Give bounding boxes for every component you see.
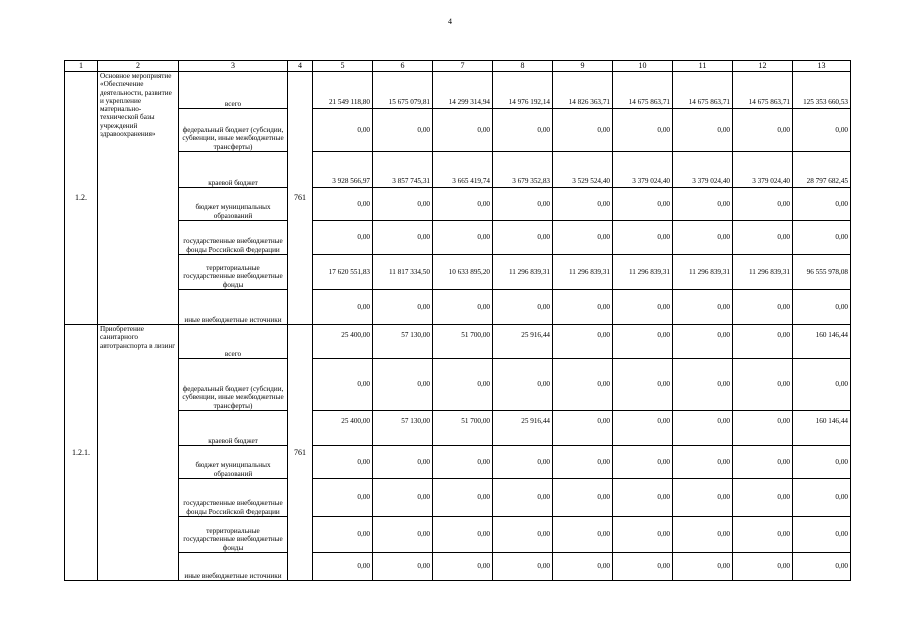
amount-cell: 0,00 [553, 109, 613, 152]
funding-source: территориальные государственные внебюджетные фонды [179, 517, 288, 553]
page-number: 4 [448, 17, 452, 26]
funding-source: всего [179, 72, 288, 109]
column-number: 12 [733, 61, 793, 72]
amount-cell: 0,00 [733, 188, 793, 221]
table-row [65, 72, 851, 109]
amount-cell: 0,00 [613, 479, 673, 517]
amount-cell: 0,00 [433, 359, 493, 411]
amount-cell: 0,00 [793, 188, 851, 221]
row-code: 1.2. [65, 72, 98, 325]
amount-cell: 3 379 024,40 [733, 152, 793, 188]
amount-cell: 160 146,44 [793, 411, 851, 446]
funding-source: государственные внебюджетные фонды Российской Федерации [179, 221, 288, 255]
column-number: 13 [793, 61, 851, 72]
column-number-row [65, 61, 851, 72]
column-number: 9 [553, 61, 613, 72]
amount-cell: 0,00 [433, 188, 493, 221]
amount-cell: 0,00 [733, 411, 793, 446]
funding-source: иные внебюджетные источники [179, 553, 288, 581]
amount-cell: 0,00 [793, 517, 851, 553]
table-row [65, 152, 851, 188]
table-row [65, 411, 851, 446]
amount-cell: 0,00 [493, 553, 553, 581]
kbk-code: 761 [288, 325, 313, 581]
amount-cell: 21 549 118,80 [313, 72, 373, 109]
amount-cell: 0,00 [733, 221, 793, 255]
amount-cell: 11 296 839,31 [493, 255, 553, 290]
amount-cell: 14 826 363,71 [553, 72, 613, 109]
amount-cell: 0,00 [553, 359, 613, 411]
amount-cell: 0,00 [493, 221, 553, 255]
amount-cell: 28 797 682,45 [793, 152, 851, 188]
amount-cell: 0,00 [553, 411, 613, 446]
column-number: 5 [313, 61, 373, 72]
table-row [65, 188, 851, 221]
amount-cell: 0,00 [493, 446, 553, 479]
amount-cell: 25 400,00 [313, 411, 373, 446]
amount-cell: 0,00 [673, 553, 733, 581]
amount-cell: 0,00 [433, 479, 493, 517]
table-row [65, 221, 851, 255]
amount-cell: 0,00 [313, 221, 373, 255]
amount-cell: 0,00 [613, 221, 673, 255]
amount-cell: 0,00 [613, 359, 673, 411]
amount-cell: 0,00 [793, 290, 851, 325]
amount-cell: 0,00 [433, 109, 493, 152]
amount-cell: 0,00 [433, 221, 493, 255]
activity-name: Приобретение санитарного автотранспорта в лизинг [98, 325, 179, 581]
amount-cell: 11 296 839,31 [613, 255, 673, 290]
amount-cell: 17 620 551,83 [313, 255, 373, 290]
amount-cell: 0,00 [613, 109, 673, 152]
amount-cell: 0,00 [553, 479, 613, 517]
funding-source: территориальные государственные внебюджетные фонды [179, 255, 288, 290]
column-number: 3 [179, 61, 288, 72]
amount-cell: 0,00 [673, 479, 733, 517]
amount-cell: 0,00 [613, 517, 673, 553]
funding-source: краевой бюджет [179, 152, 288, 188]
column-number: 6 [373, 61, 433, 72]
amount-cell: 0,00 [553, 221, 613, 255]
amount-cell: 0,00 [673, 517, 733, 553]
amount-cell: 0,00 [673, 188, 733, 221]
amount-cell: 96 555 978,08 [793, 255, 851, 290]
amount-cell: 0,00 [673, 290, 733, 325]
amount-cell: 51 700,00 [433, 325, 493, 359]
amount-cell: 0,00 [313, 359, 373, 411]
amount-cell: 0,00 [673, 411, 733, 446]
amount-cell: 0,00 [433, 517, 493, 553]
amount-cell: 0,00 [433, 290, 493, 325]
amount-cell: 0,00 [613, 411, 673, 446]
column-number: 11 [673, 61, 733, 72]
amount-cell: 11 296 839,31 [733, 255, 793, 290]
amount-cell: 10 633 895,20 [433, 255, 493, 290]
row-code: 1.2.1. [65, 325, 98, 581]
amount-cell: 0,00 [553, 517, 613, 553]
amount-cell: 57 130,00 [373, 325, 433, 359]
column-number: 1 [65, 61, 98, 72]
amount-cell: 0,00 [673, 359, 733, 411]
column-number: 7 [433, 61, 493, 72]
amount-cell: 51 700,00 [433, 411, 493, 446]
amount-cell: 0,00 [793, 553, 851, 581]
amount-cell: 160 146,44 [793, 325, 851, 359]
table-row [65, 325, 851, 359]
amount-cell: 14 976 192,14 [493, 72, 553, 109]
amount-cell: 0,00 [373, 446, 433, 479]
amount-cell: 0,00 [553, 325, 613, 359]
table-row [65, 446, 851, 479]
amount-cell: 0,00 [733, 517, 793, 553]
funding-source: федеральный бюджет (субсидии, субвенции, иные межбюджетные трансферты) [179, 109, 288, 152]
amount-cell: 125 353 660,53 [793, 72, 851, 109]
kbk-code: 761 [288, 72, 313, 325]
amount-cell: 0,00 [433, 446, 493, 479]
amount-cell: 0,00 [673, 446, 733, 479]
funding-source: федеральный бюджет (субсидии, субвенции, иные межбюджетные трансферты) [179, 359, 288, 411]
table-row [65, 359, 851, 411]
amount-cell: 0,00 [373, 553, 433, 581]
amount-cell: 0,00 [733, 553, 793, 581]
amount-cell: 0,00 [373, 359, 433, 411]
amount-cell: 0,00 [613, 325, 673, 359]
table-row [65, 553, 851, 581]
amount-cell: 0,00 [313, 553, 373, 581]
amount-cell: 0,00 [313, 188, 373, 221]
amount-cell: 0,00 [673, 221, 733, 255]
amount-cell: 0,00 [553, 188, 613, 221]
amount-cell: 3 679 352,83 [493, 152, 553, 188]
amount-cell: 3 379 024,40 [673, 152, 733, 188]
table-row [65, 479, 851, 517]
amount-cell: 11 296 839,31 [553, 255, 613, 290]
amount-cell: 0,00 [373, 290, 433, 325]
amount-cell: 3 665 419,74 [433, 152, 493, 188]
amount-cell: 14 675 863,71 [613, 72, 673, 109]
amount-cell: 0,00 [733, 359, 793, 411]
funding-source: иные внебюджетные источники [179, 290, 288, 325]
amount-cell: 0,00 [733, 446, 793, 479]
amount-cell: 0,00 [553, 446, 613, 479]
amount-cell: 0,00 [733, 290, 793, 325]
table-row [65, 290, 851, 325]
amount-cell: 0,00 [553, 290, 613, 325]
amount-cell: 3 379 024,40 [613, 152, 673, 188]
amount-cell: 3 857 745,31 [373, 152, 433, 188]
column-number: 4 [288, 61, 313, 72]
amount-cell: 25 400,00 [313, 325, 373, 359]
amount-cell: 11 817 334,50 [373, 255, 433, 290]
amount-cell: 0,00 [793, 359, 851, 411]
amount-cell: 0,00 [373, 517, 433, 553]
amount-cell: 0,00 [733, 479, 793, 517]
amount-cell: 0,00 [493, 517, 553, 553]
amount-cell: 0,00 [433, 553, 493, 581]
amount-cell: 0,00 [313, 479, 373, 517]
amount-cell: 0,00 [313, 109, 373, 152]
funding-source: государственные внебюджетные фонды Российской Федерации [179, 479, 288, 517]
amount-cell: 57 130,00 [373, 411, 433, 446]
table-row [65, 517, 851, 553]
amount-cell: 0,00 [373, 109, 433, 152]
amount-cell: 14 675 863,71 [673, 72, 733, 109]
amount-cell: 0,00 [793, 109, 851, 152]
amount-cell: 14 299 314,94 [433, 72, 493, 109]
amount-cell: 0,00 [373, 479, 433, 517]
table-row [65, 109, 851, 152]
column-number: 8 [493, 61, 553, 72]
amount-cell: 0,00 [493, 479, 553, 517]
amount-cell: 0,00 [373, 188, 433, 221]
amount-cell: 0,00 [373, 221, 433, 255]
funding-source: всего [179, 325, 288, 359]
amount-cell: 0,00 [493, 359, 553, 411]
column-number: 2 [98, 61, 179, 72]
table-row [65, 255, 851, 290]
amount-cell: 0,00 [613, 188, 673, 221]
amount-cell: 0,00 [793, 446, 851, 479]
activity-name: Основное мероприятие «Обеспечение деятельности, развитие и укрепление материально-технической базы учреждений здравоохранения» [98, 72, 179, 325]
amount-cell: 0,00 [613, 553, 673, 581]
amount-cell: 3 928 566,97 [313, 152, 373, 188]
amount-cell: 14 675 863,71 [733, 72, 793, 109]
amount-cell: 0,00 [493, 290, 553, 325]
amount-cell: 25 916,44 [493, 411, 553, 446]
amount-cell: 0,00 [673, 325, 733, 359]
amount-cell: 0,00 [673, 109, 733, 152]
amount-cell: 0,00 [613, 290, 673, 325]
amount-cell: 0,00 [733, 109, 793, 152]
funding-source: бюджет муниципальных образований [179, 188, 288, 221]
amount-cell: 0,00 [553, 553, 613, 581]
amount-cell: 0,00 [313, 446, 373, 479]
amount-cell: 11 296 839,31 [673, 255, 733, 290]
amount-cell: 0,00 [733, 325, 793, 359]
amount-cell: 25 916,44 [493, 325, 553, 359]
amount-cell: 0,00 [313, 290, 373, 325]
amount-cell: 0,00 [793, 479, 851, 517]
amount-cell: 0,00 [793, 221, 851, 255]
amount-cell: 0,00 [493, 109, 553, 152]
funding-source: бюджет муниципальных образований [179, 446, 288, 479]
funding-source: краевой бюджет [179, 411, 288, 446]
amount-cell: 0,00 [613, 446, 673, 479]
budget-table [64, 60, 851, 581]
column-number: 10 [613, 61, 673, 72]
amount-cell: 0,00 [313, 517, 373, 553]
amount-cell: 0,00 [493, 188, 553, 221]
amount-cell: 15 675 079,81 [373, 72, 433, 109]
amount-cell: 3 529 524,40 [553, 152, 613, 188]
